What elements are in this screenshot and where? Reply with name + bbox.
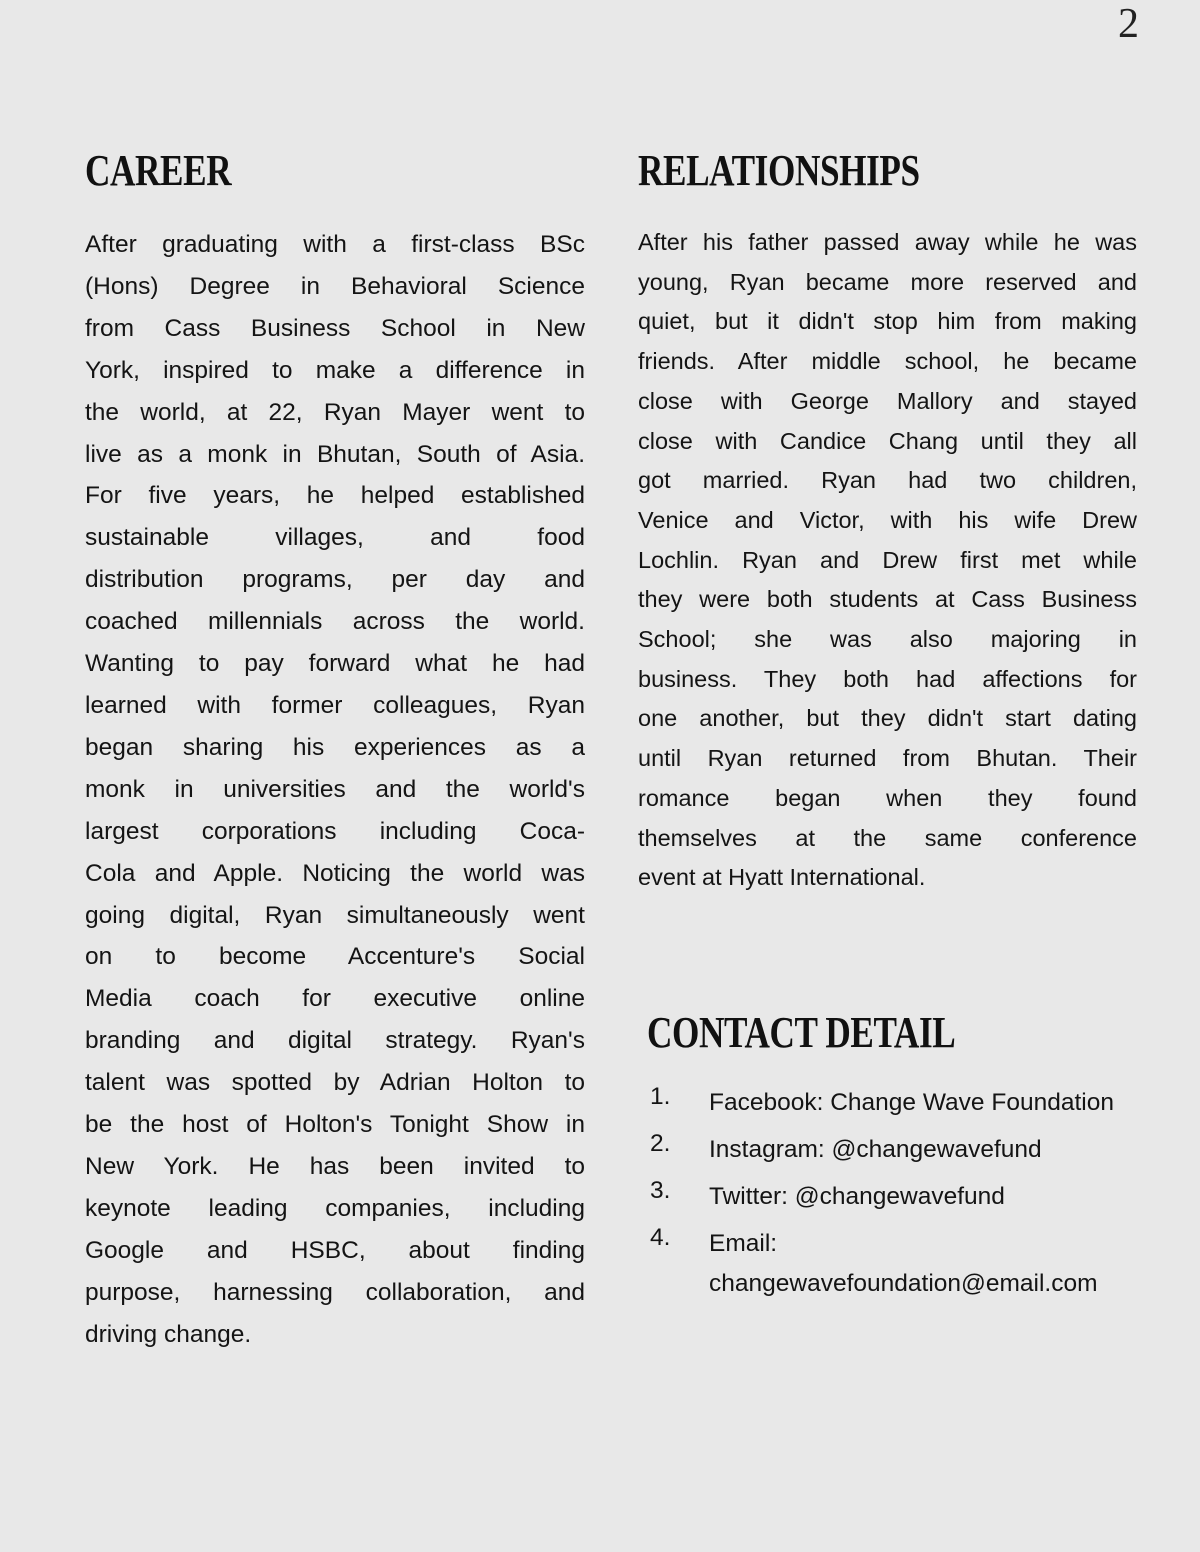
text-line: Wanting to pay forward what he had bbox=[85, 650, 585, 678]
relationships-heading: RELATIONSHIPS bbox=[638, 146, 920, 195]
text-line: Lochlin. Ryan and Drew first met while bbox=[638, 546, 1137, 573]
contact-heading: CONTACT DETAIL bbox=[647, 1008, 956, 1057]
text-line: York, inspired to make a difference in bbox=[85, 356, 585, 384]
career-heading: CAREER bbox=[85, 146, 232, 195]
text-line: monk in universities and the world's bbox=[85, 775, 585, 803]
text-line: (Hons) Degree in Behavioral Science bbox=[85, 272, 585, 300]
text-line: close with Candice Chang until they all bbox=[638, 427, 1137, 454]
text-line: driving change. bbox=[85, 1320, 252, 1348]
text-line: After his father passed away while he was bbox=[638, 229, 1137, 255]
text-line: purpose, harnessing collaboration, and bbox=[85, 1278, 585, 1306]
contact-list bbox=[650, 1083, 1149, 1304]
text-line: largest corporations including Coca- bbox=[85, 817, 585, 845]
list-number: 3. bbox=[650, 1177, 671, 1204]
text-line: New York. He has been invited to bbox=[85, 1152, 585, 1180]
text-line: Google and HSBC, about finding bbox=[85, 1236, 585, 1264]
list-number: 4. bbox=[650, 1224, 671, 1251]
text-line: be the host of Holton's Tonight Show in bbox=[85, 1111, 585, 1139]
text-line: friends. After middle school, he became bbox=[638, 348, 1137, 375]
text-line: themselves at the same conference bbox=[638, 824, 1137, 851]
text-line: branding and digital strategy. Ryan's bbox=[85, 1027, 585, 1055]
relationships-text bbox=[638, 223, 1137, 898]
list-number: 1. bbox=[650, 1083, 671, 1110]
text-line: After graduating with a first-class BSc bbox=[85, 231, 585, 258]
text-line: from Cass Business School in New bbox=[85, 314, 585, 342]
text-line: the world, at 22, Ryan Mayer went to bbox=[85, 398, 585, 426]
contact-text: Instagram: @changewavefund bbox=[709, 1136, 1042, 1163]
text-line: sustainable villages, and food bbox=[85, 524, 585, 552]
text-line: distribution programs, per day and bbox=[85, 566, 585, 594]
text-line: learned with former colleagues, Ryan bbox=[85, 691, 585, 719]
text-line: until Ryan returned from Bhutan. Their bbox=[638, 745, 1137, 772]
career-text bbox=[85, 224, 585, 1355]
text-line: Media coach for executive online bbox=[85, 985, 585, 1013]
text-line: began sharing his experiences as a bbox=[85, 733, 585, 761]
contact-item-instagram bbox=[650, 1130, 1149, 1177]
text-line: School; she was also majoring in bbox=[638, 626, 1137, 653]
text-line: they were both students at Cass Business bbox=[638, 586, 1137, 613]
text-line: For five years, he helped established bbox=[85, 482, 585, 510]
text-line: young, Ryan became more reserved and bbox=[638, 268, 1137, 295]
contact-text: Facebook: Change Wave Foundation bbox=[709, 1089, 1114, 1116]
text-line: going digital, Ryan simultaneously went bbox=[85, 901, 585, 929]
text-line: Cola and Apple. Noticing the world was bbox=[85, 859, 585, 887]
text-line: close with George Mallory and stayed bbox=[638, 387, 1137, 414]
text-line: keynote leading companies, including bbox=[85, 1194, 585, 1222]
contact-item-twitter bbox=[650, 1177, 1149, 1224]
text-line: event at Hyatt International. bbox=[638, 864, 926, 891]
text-line: Venice and Victor, with his wife Drew bbox=[638, 506, 1137, 533]
page-number: 2 bbox=[1118, 1, 1139, 47]
contact-text: Twitter: @changewavefund bbox=[709, 1183, 1005, 1210]
contact-text: Email: changewavefoundation@email.com bbox=[709, 1230, 1098, 1297]
text-line: coached millennials across the world. bbox=[85, 608, 585, 636]
text-line: romance began when they found bbox=[638, 784, 1137, 811]
text-line: one another, but they didn't start dating bbox=[638, 705, 1137, 732]
text-line: business. They both had affections for bbox=[638, 665, 1137, 692]
text-line: quiet, but it didn't stop him from making bbox=[638, 308, 1137, 335]
list-number: 2. bbox=[650, 1130, 671, 1157]
contact-item-facebook bbox=[650, 1083, 1149, 1130]
text-line: talent was spotted by Adrian Holton to bbox=[85, 1069, 585, 1097]
text-line: on to become Accenture's Social bbox=[85, 943, 585, 971]
contact-item-email bbox=[650, 1224, 1149, 1304]
text-line: live as a monk in Bhutan, South of Asia. bbox=[85, 440, 585, 468]
text-line: got married. Ryan had two children, bbox=[638, 467, 1137, 494]
